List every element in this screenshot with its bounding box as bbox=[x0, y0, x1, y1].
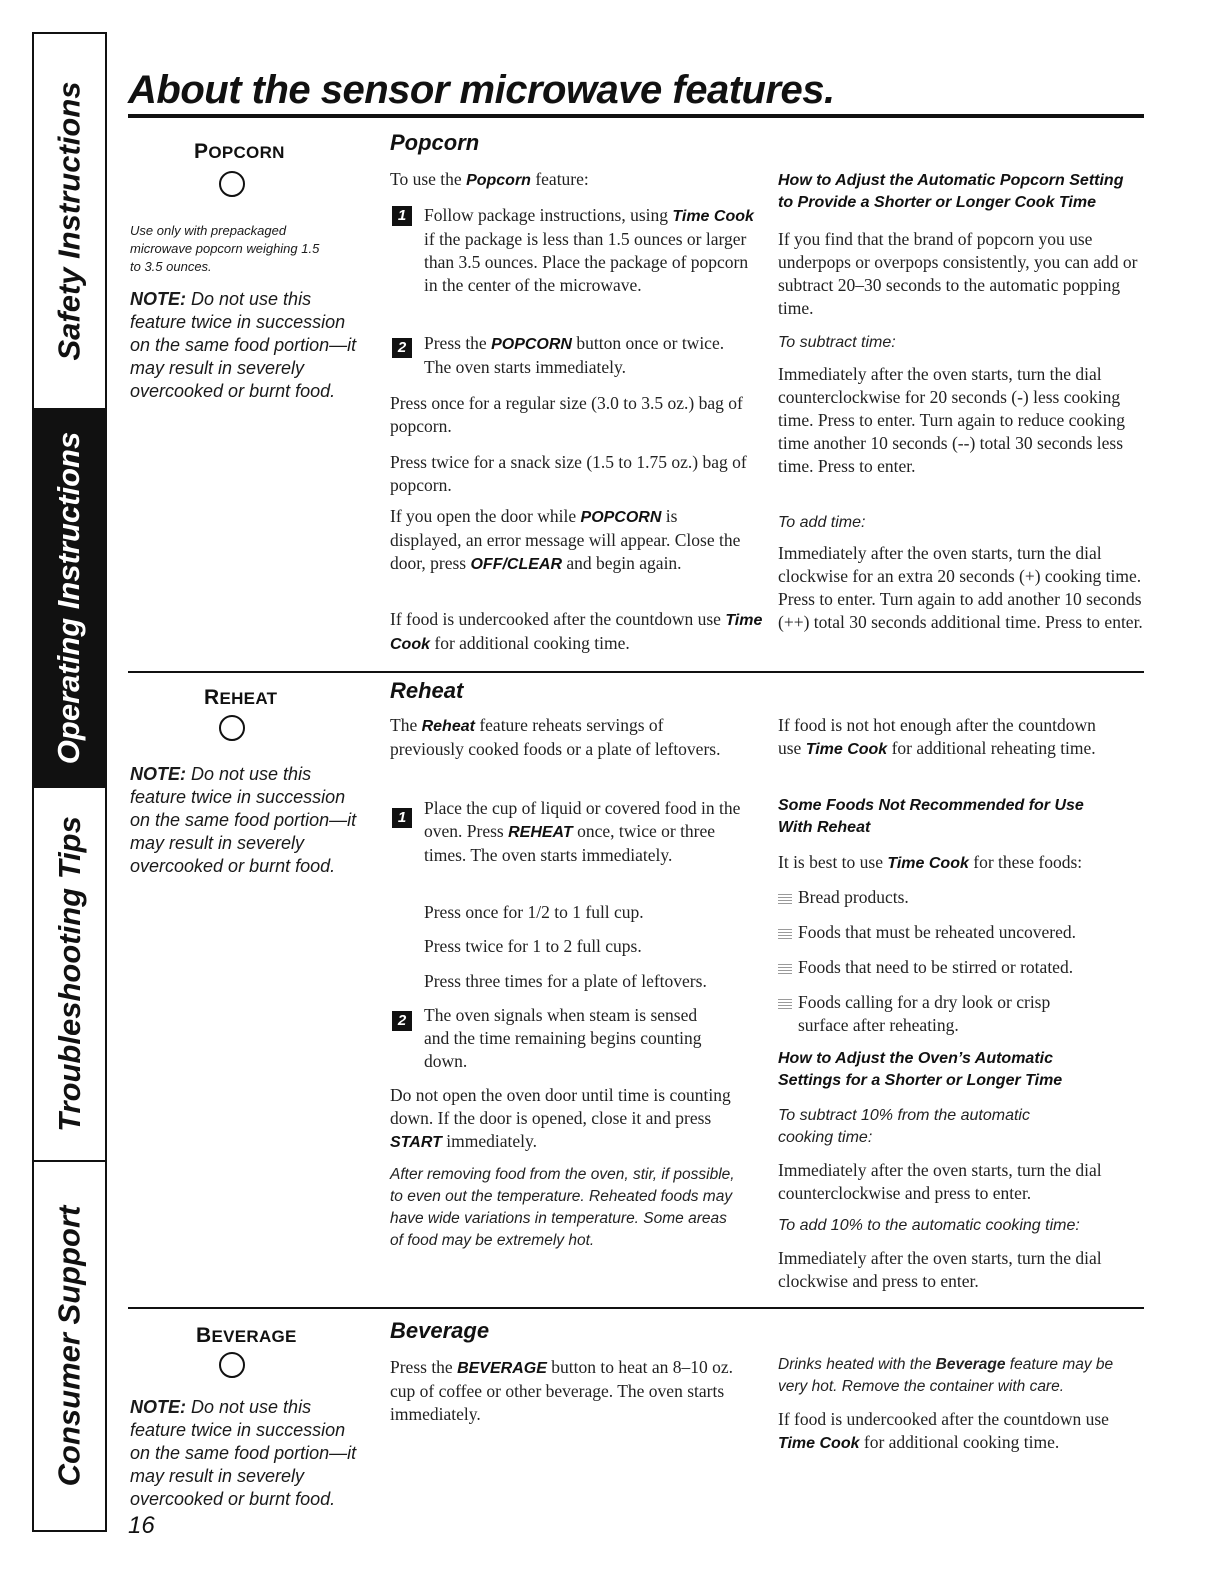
popcorn-undercooked: If food is undercooked after the countdown use Time Cook for additional cooking time. bbox=[390, 609, 763, 653]
beverage-button-icon bbox=[219, 1352, 245, 1378]
popcorn-step-1: Follow package instructions, using Time Cook if the package is less than 1.5 ounces or larger than 3.5 ounces. Place the package of popcorn in the center of the microwave. bbox=[424, 205, 754, 295]
popcorn-snack-size: Press twice for a snack size (1.5 to 1.75 oz.) bag of popcorn. bbox=[390, 452, 747, 495]
beverage-intro: Press the BEVERAGE button to heat an 8–10 oz. cup of coffee or other beverage. The oven starts immediately. bbox=[390, 1357, 734, 1424]
popcorn-key-label: POPCORN bbox=[194, 140, 285, 163]
section-divider bbox=[128, 1307, 1144, 1309]
list-item: Foods that need to be stirred or rotated. bbox=[778, 956, 1148, 979]
popcorn-add-label: To add time: bbox=[778, 514, 866, 531]
tab-label: Consumer Support bbox=[51, 1205, 87, 1487]
side-tab-bar bbox=[32, 32, 107, 1532]
beverage-undercooked: If food is undercooked after the countdown use Time Cook for additional cooking time. bbox=[778, 1409, 1109, 1452]
reheat-door-note: Do not open the oven door until time is counting down. If the door is opened, close it and press START immediately. bbox=[390, 1085, 731, 1151]
step-2-badge: 2 bbox=[392, 1011, 412, 1031]
popcorn-regular-size: Press once for a regular size (3.0 to 3.5 oz.) bag of popcorn. bbox=[390, 393, 743, 436]
popcorn-adjust-text: If you find that the brand of popcorn you use underpops or overpops consistently, you can add or subtract 20–30 seconds to the automatic popping time. bbox=[778, 229, 1138, 318]
step-1-badge: 1 bbox=[392, 206, 412, 226]
reheat-subtract-text: Immediately after the oven starts, turn the dial counterclockwise and press to enter. bbox=[778, 1160, 1102, 1203]
reheat-subtract-label: To subtract 10% from the automatic cooking time: bbox=[778, 1107, 1030, 1146]
reheat-temperature-warning: After removing food from the oven, stir, if possible, to even out the temperature. Reheated foods may have wide variations in temperature. Some areas of food may be extremely hot. bbox=[390, 1166, 735, 1249]
popcorn-adjust-heading: How to Adjust the Automatic Popcorn Setting to Provide a Shorter or Longer Cook Time bbox=[778, 172, 1124, 211]
bullet-icon bbox=[778, 997, 792, 1009]
popcorn-door-open: If you open the door while POPCORN is displayed, an error message will appear. Close the door, press OFF/CLEAR and begin again. bbox=[390, 506, 741, 573]
popcorn-button-icon bbox=[219, 171, 245, 197]
reheat-best-use: It is best to use Time Cook for these foods: bbox=[778, 852, 1083, 872]
title-rule bbox=[128, 114, 1144, 118]
reheat-press-once: Press once for 1/2 to 1 full cup. bbox=[424, 902, 644, 922]
popcorn-warning-note: NOTE: Do not use this feature twice in succession on the same food portion—it may result in severely overcooked or burnt food. bbox=[130, 289, 357, 401]
popcorn-usage-note: Use only with prepackaged microwave popcorn weighing 1.5 to 3.5 ounces. bbox=[130, 223, 320, 274]
reheat-press-three: Press three times for a plate of leftovers. bbox=[424, 971, 707, 991]
popcorn-step-2: Press the POPCORN button once or twice. The oven starts immediately. bbox=[424, 333, 725, 377]
beverage-heading: Beverage bbox=[390, 1318, 490, 1343]
popcorn-subtract-label: To subtract time: bbox=[778, 334, 896, 351]
tab-label: Troubleshooting Tips bbox=[51, 816, 87, 1132]
tab-safety-instructions[interactable] bbox=[34, 34, 105, 410]
beverage-key-label: BEVERAGE bbox=[196, 1324, 297, 1347]
section-divider bbox=[128, 671, 1144, 673]
reheat-press-twice: Press twice for 1 to 2 full cups. bbox=[424, 936, 642, 956]
page-title: About the sensor microwave features. bbox=[128, 68, 835, 112]
reheat-adjust-heading: How to Adjust the Oven’s Automatic Settings for a Shorter or Longer Time bbox=[778, 1050, 1063, 1089]
bullet-icon bbox=[778, 927, 792, 939]
list-item: Foods that must be reheated uncovered. bbox=[778, 921, 1148, 944]
reheat-add-text: Immediately after the oven starts, turn the dial clockwise and press to enter. bbox=[778, 1248, 1102, 1291]
reheat-heading: Reheat bbox=[390, 678, 464, 703]
popcorn-subtract-text: Immediately after the oven starts, turn the dial counterclockwise for 20 seconds (-) less cooking time. Press to enter. Turn again to reduce cooking time another 10 seconds (--) total 30 seconds less time. Press to enter. bbox=[778, 364, 1126, 476]
page-number: 16 bbox=[128, 1512, 155, 1539]
step-1-badge: 1 bbox=[392, 808, 412, 828]
list-item: Bread products. bbox=[778, 886, 1138, 909]
reheat-add-label: To add 10% to the automatic cooking time: bbox=[778, 1217, 1080, 1234]
beverage-warning-note: NOTE: Do not use this feature twice in succession on the same food portion—it may result in severely overcooked or burnt food. bbox=[130, 1397, 357, 1509]
bullet-icon bbox=[778, 962, 792, 974]
tab-consumer-support[interactable] bbox=[34, 1162, 105, 1530]
tab-label: Operating Instructions bbox=[51, 431, 87, 765]
tab-label: Safety Instructions bbox=[51, 81, 87, 361]
reheat-warning-note: NOTE: Do not use this feature twice in succession on the same food portion—it may result in severely overcooked or burnt food. bbox=[130, 764, 357, 876]
reheat-button-icon bbox=[219, 715, 245, 741]
popcorn-add-text: Immediately after the oven starts, turn the dial clockwise for an extra 20 seconds (+) cooking time. Press to enter. Turn again to add another 10 seconds (++) total 30 seconds additional time. Press to enter. bbox=[778, 543, 1143, 632]
beverage-hot-warning: Drinks heated with the Beverage feature may be very hot. Remove the container with care. bbox=[778, 1356, 1114, 1395]
reheat-not-hot: If food is not hot enough after the countdown use Time Cook for additional reheating time. bbox=[778, 715, 1096, 758]
tab-operating-instructions[interactable] bbox=[34, 410, 105, 788]
reheat-step-2: The oven signals when steam is sensed and the time remaining begins counting down. bbox=[424, 1005, 702, 1071]
popcorn-intro: To use the Popcorn feature: bbox=[390, 169, 589, 189]
step-2-badge: 2 bbox=[392, 338, 412, 358]
reheat-step-1: Place the cup of liquid or covered food in the oven. Press REHEAT once, twice or three times. The oven starts immediately. bbox=[424, 798, 741, 865]
reheat-intro: The Reheat feature reheats servings of previously cooked foods or a plate of leftovers. bbox=[390, 715, 721, 759]
popcorn-heading: Popcorn bbox=[390, 130, 480, 155]
list-item: Foods calling for a dry look or crisp surface after reheating. bbox=[778, 991, 1098, 1037]
tab-troubleshooting-tips[interactable] bbox=[34, 788, 105, 1162]
reheat-key-label: REHEAT bbox=[204, 686, 278, 709]
reheat-not-recommended-heading: Some Foods Not Recommended for Use With Reheat bbox=[778, 797, 1084, 836]
bullet-icon bbox=[778, 892, 792, 904]
